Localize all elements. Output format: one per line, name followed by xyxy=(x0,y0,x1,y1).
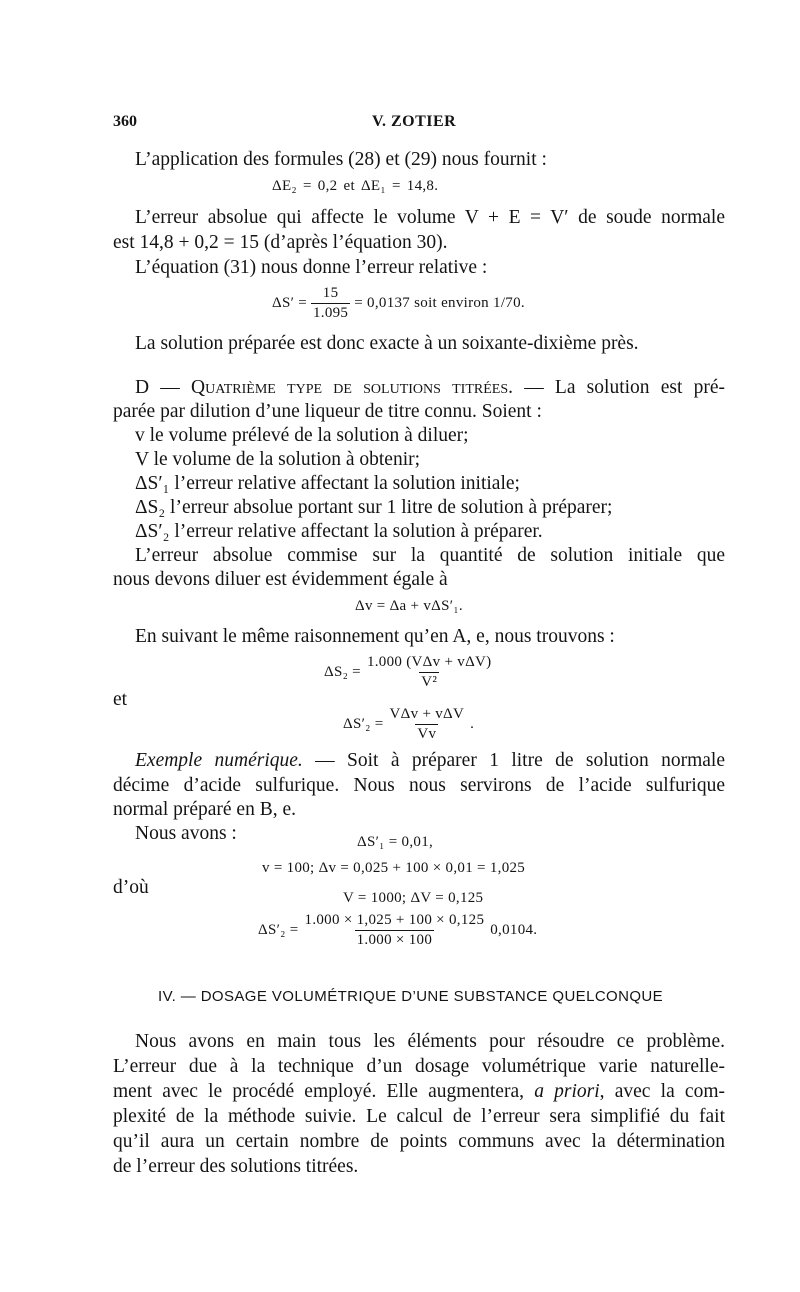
equation-delta-s1: ΔS′₁ = 0,01, xyxy=(357,834,434,850)
fraction-denominator: V² xyxy=(421,674,438,690)
fraction-numerator: 1.000 × 1,025 + 100 × 0,125 xyxy=(304,912,485,928)
example-label: Exemple numérique. xyxy=(135,750,303,771)
fraction-denominator: 1.095 xyxy=(312,305,349,321)
text-line: nous devons diluer est évidemment égale à xyxy=(113,569,448,590)
text-line: ΔS′₁ l’erreur relative affectant la solution initiale; xyxy=(135,473,520,494)
text-line: ΔS′₂ l’erreur relative affectant la solution à préparer. xyxy=(135,521,543,542)
fraction xyxy=(311,285,350,322)
text-line: Nous avons : xyxy=(135,823,237,844)
text-line: qu’il aura un certain nombre de points communs avec la détermination xyxy=(113,1131,725,1152)
text-et: et xyxy=(113,689,128,710)
text-line: v le volume prélevé de la solution à diluer; xyxy=(135,425,469,446)
fraction-numerator: VΔv + vΔV xyxy=(389,706,465,722)
section-d-rest: — La solution est pré- xyxy=(513,377,725,398)
text-line: ΔS₂ l’erreur absolue portant sur 1 litre de solution à préparer; xyxy=(135,497,613,518)
fraction xyxy=(365,654,494,691)
equation-volume-values: V = 1000; ΔV = 0,125 xyxy=(343,890,484,906)
text-dou: d’où xyxy=(113,877,149,898)
equation-delta-e: ΔE₂ = 0,2 et ΔE₁ = 14,8. xyxy=(272,178,439,194)
section-d-title: Quatrième type de solutions titrées. xyxy=(191,377,513,398)
text-span: ment avec le procédé employé. Elle augmentera, xyxy=(113,1081,535,1102)
fraction-denominator: Vv xyxy=(417,726,437,742)
text-line: plexité de la méthode suivie. Le calcul de l’erreur sera simplifié du fait xyxy=(113,1106,725,1127)
fraction-numerator: 15 xyxy=(322,285,339,301)
equation-delta-s2-prime xyxy=(343,706,474,743)
text-line: Nous avons en main tous les éléments pour résoudre ce problème. xyxy=(135,1031,725,1052)
section-d-heading xyxy=(135,376,725,400)
section-d-label: D — xyxy=(135,377,191,398)
example-rest: — Soit à préparer 1 litre de solution normale xyxy=(302,750,725,771)
fraction-denominator: 1.000 × 100 xyxy=(356,932,433,948)
text-line: L’application des formules (28) et (29) nous fournit : xyxy=(135,149,547,170)
equation-end: . xyxy=(470,716,475,732)
text-line: parée par dilution d’une liqueur de titre connu. Soient : xyxy=(113,401,542,422)
text-line: L’erreur absolue qui affecte le volume V + E = V′ de soude normale xyxy=(135,207,725,228)
equation-lhs: ΔS′₂ = xyxy=(343,716,384,732)
text-italic: a priori xyxy=(534,1081,600,1102)
equation-rhs: = 0,0137 soit environ 1/70. xyxy=(354,295,525,311)
text-line: est 14,8 + 0,2 = 15 (d’après l’équation 30). xyxy=(113,232,448,253)
text-line: En suivant le même raisonnement qu’en A, e, nous trouvons : xyxy=(135,626,615,647)
equation-lhs: ΔS′ = xyxy=(272,295,307,311)
example-heading xyxy=(135,749,725,773)
running-title: V. ZOTIER xyxy=(372,113,457,130)
text-line: La solution préparée est donc exacte à un soixante-dixième près. xyxy=(135,333,639,354)
text-line xyxy=(113,1080,725,1104)
equation-relative-error xyxy=(272,285,525,322)
text-line: de l’erreur des solutions titrées. xyxy=(113,1156,359,1177)
equation-lhs: ΔS₂ = xyxy=(324,664,361,680)
text-line: normal préparé en B, e. xyxy=(113,799,297,820)
section-iv-title: IV. — DOSAGE VOLUMÉTRIQUE D’UNE SUBSTANCE QUELCONQUE xyxy=(158,988,664,1005)
text-line: décime d’acide sulfurique. Nous nous servirons de l’acide sulfurique xyxy=(113,775,725,796)
text-line: V le volume de la solution à obtenir; xyxy=(135,449,421,470)
text-span: , avec la com- xyxy=(599,1081,726,1102)
text-line: L’équation (31) nous donne l’erreur relative : xyxy=(135,257,488,278)
equation-delta-s2 xyxy=(324,654,493,691)
text-line: L’erreur due à la technique d’un dosage volumétrique varie naturelle- xyxy=(113,1056,725,1077)
equation-numeric-result xyxy=(258,912,537,949)
equation-lhs: ΔS′₂ = xyxy=(258,922,299,938)
equation-v-values: v = 100; Δv = 0,025 + 100 × 0,01 = 1,025 xyxy=(262,860,526,876)
fraction xyxy=(388,706,467,743)
equation-rhs: 0,0104. xyxy=(490,922,538,938)
fraction-numerator: 1.000 (VΔv + vΔV) xyxy=(366,654,492,670)
equation-delta-v: Δv = Δa + vΔS′₁. xyxy=(355,598,463,614)
fraction xyxy=(303,912,487,949)
text-line: L’erreur absolue commise sur la quantité de solution initiale que xyxy=(135,545,725,566)
page-number: 360 xyxy=(113,113,137,130)
